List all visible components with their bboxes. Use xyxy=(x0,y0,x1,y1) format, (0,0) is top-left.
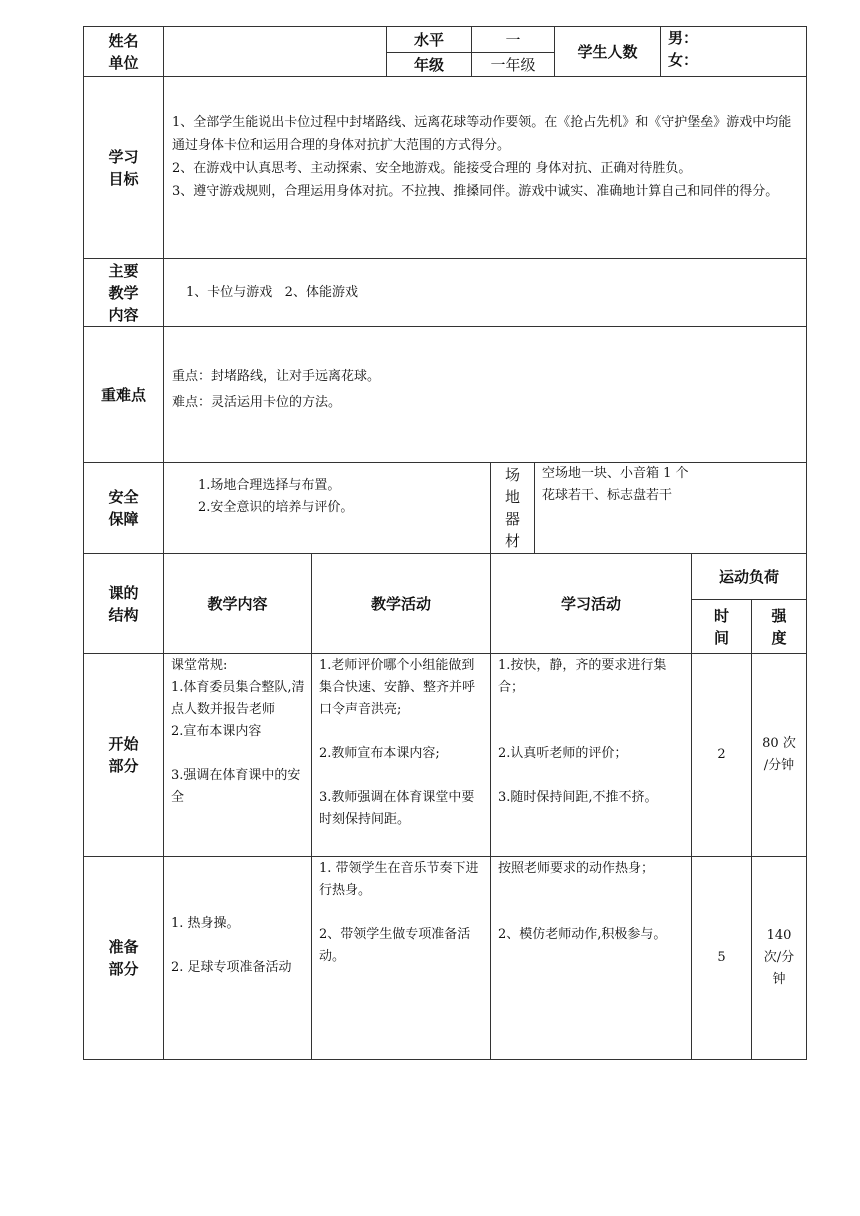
row-start-time: 2 xyxy=(717,747,726,762)
row-prep-learning: 按照老师要求的动作热身； 2、模仿老师动作,积极参与。 xyxy=(498,861,667,942)
safety-label: 安全 保障 xyxy=(108,488,139,528)
female-label: 女： xyxy=(668,51,699,69)
venue-label: 场 地 器 材 xyxy=(504,466,520,550)
row-start-content: 课堂常规: 1.体育委员集合整队,清点人数并报告老师 2.宣布本课内容 3.强调在体育课中的安全 xyxy=(171,658,305,805)
load-header: 运动负荷 xyxy=(718,567,779,586)
name-unit-value[interactable] xyxy=(164,27,386,76)
male-label: 男： xyxy=(668,29,699,47)
gender-count xyxy=(668,27,798,76)
intensity-header: 强 度 xyxy=(771,606,787,647)
learning-header: 学习活动 xyxy=(560,594,621,613)
row-prep-time: 5 xyxy=(717,950,726,965)
row-prep-content: 1. 热身操。 2. 足球专项准备活动 xyxy=(171,916,292,975)
main-content-text: 1、卡位与游戏 2、体能游戏 xyxy=(186,285,358,300)
objectives-label: 学习 目标 xyxy=(108,147,139,188)
row-prep-teaching: 1. 带领学生在音乐节奏下进行热身。 2、带领学生做专项准备活动。 xyxy=(319,861,479,964)
unit-label: 单位 xyxy=(108,53,139,72)
students-label: 学生人数 xyxy=(577,42,638,61)
row-start-intensity: 80 次 /分钟 xyxy=(762,736,796,773)
time-header: 时 间 xyxy=(713,606,729,647)
structure-header: 课的 结构 xyxy=(108,583,139,624)
row-prep-intensity: 140 次/分 钟 xyxy=(763,928,795,987)
row-start-learning: 1.按快，静，齐的要求进行集合； 2.认真听老师的评价； 3.随时保持间距,不推不挤。 xyxy=(498,658,667,805)
main-content-label: 主要 教学 内容 xyxy=(108,261,139,324)
key-difficulty: 难点：灵活运用卡位的方法。 xyxy=(172,395,342,410)
row-start-teaching: 1.老师评价哪个小组能做到集合快速、安静、整齐并呼口令声音洪亮; 2.教师宣布本课内容; 3.教师强调在体育课堂中要时刻保持间距。 xyxy=(319,658,476,827)
key-focus: 重点：封堵路线，让对手远离花球。 xyxy=(172,369,381,384)
row-start-label: 开始 部分 xyxy=(108,735,139,775)
teaching-header: 教学活动 xyxy=(370,594,431,613)
row-prep-label: 准备 部分 xyxy=(108,938,139,978)
safety-items: 1.场地合理选择与布置。 2.安全意识的培养与评价。 xyxy=(198,478,354,515)
grade-label: 年级 xyxy=(413,55,444,74)
grade-value: 一年级 xyxy=(490,55,536,74)
objectives-text: 1、全部学生能说出卡位过程中封堵路线、远离花球等动作要领。在《抢占先机》和《守护堡垒》游戏中均能通过身体卡位和运用合理的身体对抗扩大范围的方式得分。 2、在游戏中认真思考、主动探索、安全地游戏。能接受合理的 身体对抗、正确对待胜负。 3、遵守游戏规则，合理运用身体对抗。不拉拽、推搡同伴。游戏中诚实、准确地计算自己和同伴的得分。 xyxy=(172,115,792,199)
key-points-label: 重难点 xyxy=(100,385,146,404)
venue-text: 空场地一块、小音箱 1 个 花球若干、标志盘若干 xyxy=(542,466,689,503)
content-header: 教学内容 xyxy=(207,594,268,613)
level-value: 一 xyxy=(505,30,521,49)
name-unit-cell xyxy=(84,27,163,76)
level-label: 水平 xyxy=(413,30,444,49)
name-label: 姓名 xyxy=(108,31,139,50)
